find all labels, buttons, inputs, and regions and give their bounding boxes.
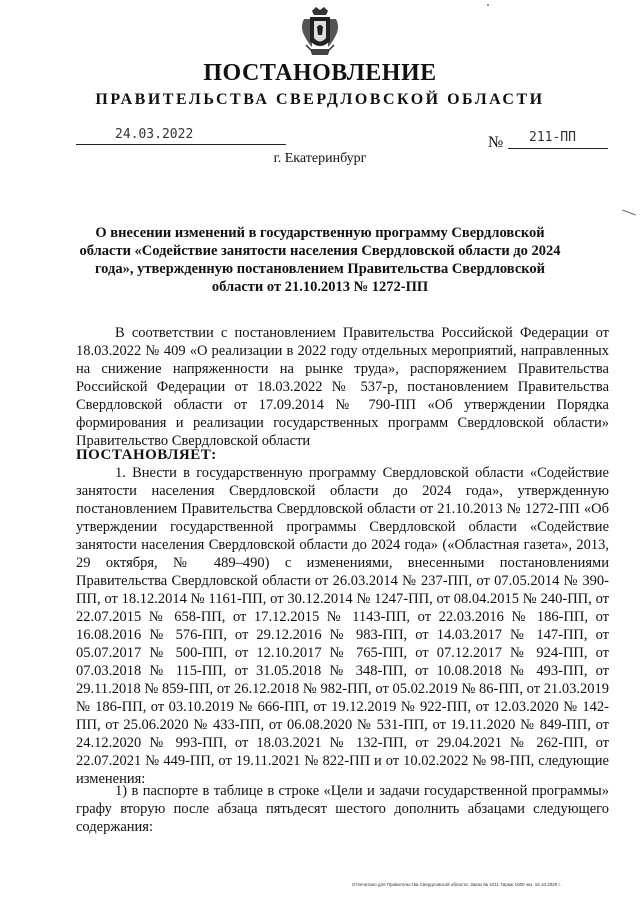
- preamble-paragraph: В соответствии с постановлением Правительства Российской Федерации от 18.03.2022 № 409 «О реализации в 2022 году отдельных мероприятий, направленных на снижение напряженности на рынке труда», распоряжением Правительства Российской Федерации от 18.03.2022 № 537-р, постановлением Правительства Свердловской области от 17.09.2014 № 790-ПП «Об утверждении Порядка формирования и реализации государственных программ Свердловской области» Правительство Свердловской области: [76, 325, 609, 449]
- document-title: ПОСТАНОВЛЕНИЕ: [203, 60, 437, 86]
- resolves-heading: ПОСТАНОВЛЯЕТ:: [76, 447, 217, 463]
- number-label: №: [488, 134, 504, 151]
- document-number: 211-ПП: [529, 130, 576, 145]
- document-date: 24.03.2022: [115, 127, 194, 142]
- date-underline: [76, 144, 286, 145]
- number-underline: [508, 148, 608, 149]
- scan-speck: [487, 4, 489, 6]
- coat-of-arms-icon: [298, 5, 342, 59]
- document-subtitle: ПРАВИТЕЛЬСТВА СВЕРДЛОВСКОЙ ОБЛАСТИ: [95, 91, 545, 108]
- document-heading: О внесении изменений в государственную программу Свердловской области «Содействие занятости населения Свердловской области до 2024 года», утвержденную постановлением Правительства Свердловской области от 21.10.2013 № 1272-ПП: [79, 225, 561, 295]
- scan-mark: [622, 210, 635, 216]
- print-footer: Отпечатано для Правительства Свердловской области. Заказ № 4211 Тираж 1000 экз. 16.10.2020 г.: [352, 882, 561, 887]
- city: г. Екатеринбург: [273, 151, 367, 166]
- item-1-paragraph: 1. Внести в государственную программу Свердловской области «Содействие занятости населения Свердловской области до 2024 года», утвержденную постановлением Правительства Свердловской области от 21.10.2013 № 1272-ПП «Об утверждении государственной программы Свердловской области «Содействие занятости населения Свердловской области до 2024 года» («Областная газета», 2013, 29 октября, № 489–490) с изменениями, внесенными постановлениями Правительства Свердловской области от 26.03.2014 № 237-ПП, от 07.05.2014 № 390-ПП, от 18.12.2014 № 1161-ПП, от 30.12.2014 № 1247-ПП, от 08.04.2015 № 240-ПП, от 22.07.2015 № 658-ПП, от 17.12.2015 № 1143-ПП, от 22.03.2016 № 186-ПП, от 16.08.2016 № 576-ПП, от 29.12.2016 № 983-ПП, от 14.03.2017 № 147-ПП, от 05.07.2017 № 500-ПП, от 12.10.2017 № 765-ПП, от 07.12.2017 № 924-ПП, от 07.03.2018 № 115-ПП, от 31.05.2018 № 348-ПП, от 10.08.2018 № 493-ПП, от 29.11.2018 № 859-ПП, от 26.12.2018 № 982-ПП, от 05.02.2019 № 86-ПП, от 21.03.2019 № 186-ПП, от 03.10.2019 № 666-ПП, от 19.12.2019 № 922-ПП, от 12.03.2020 № 142-ПП, от 25.06.2020 № 433-ПП, от 06.08.2020 № 531-ПП, от 19.11.2020 № 849-ПП, от 24.12.2020 № 993-ПП, от 18.03.2021 № 132-ПП, от 29.04.2021 № 262-ПП, от 22.07.2021 № 449-ПП, от 19.11.2021 № 822-ПП и от 10.02.2022 № 98-ПП, следующие изменения:: [76, 465, 609, 787]
- item-1-1-paragraph: 1) в паспорте в таблице в строке «Цели и задачи государственной программы» графу вторую после абзаца пятьдесят шестого дополнить абзацами следующего содержания:: [76, 783, 609, 835]
